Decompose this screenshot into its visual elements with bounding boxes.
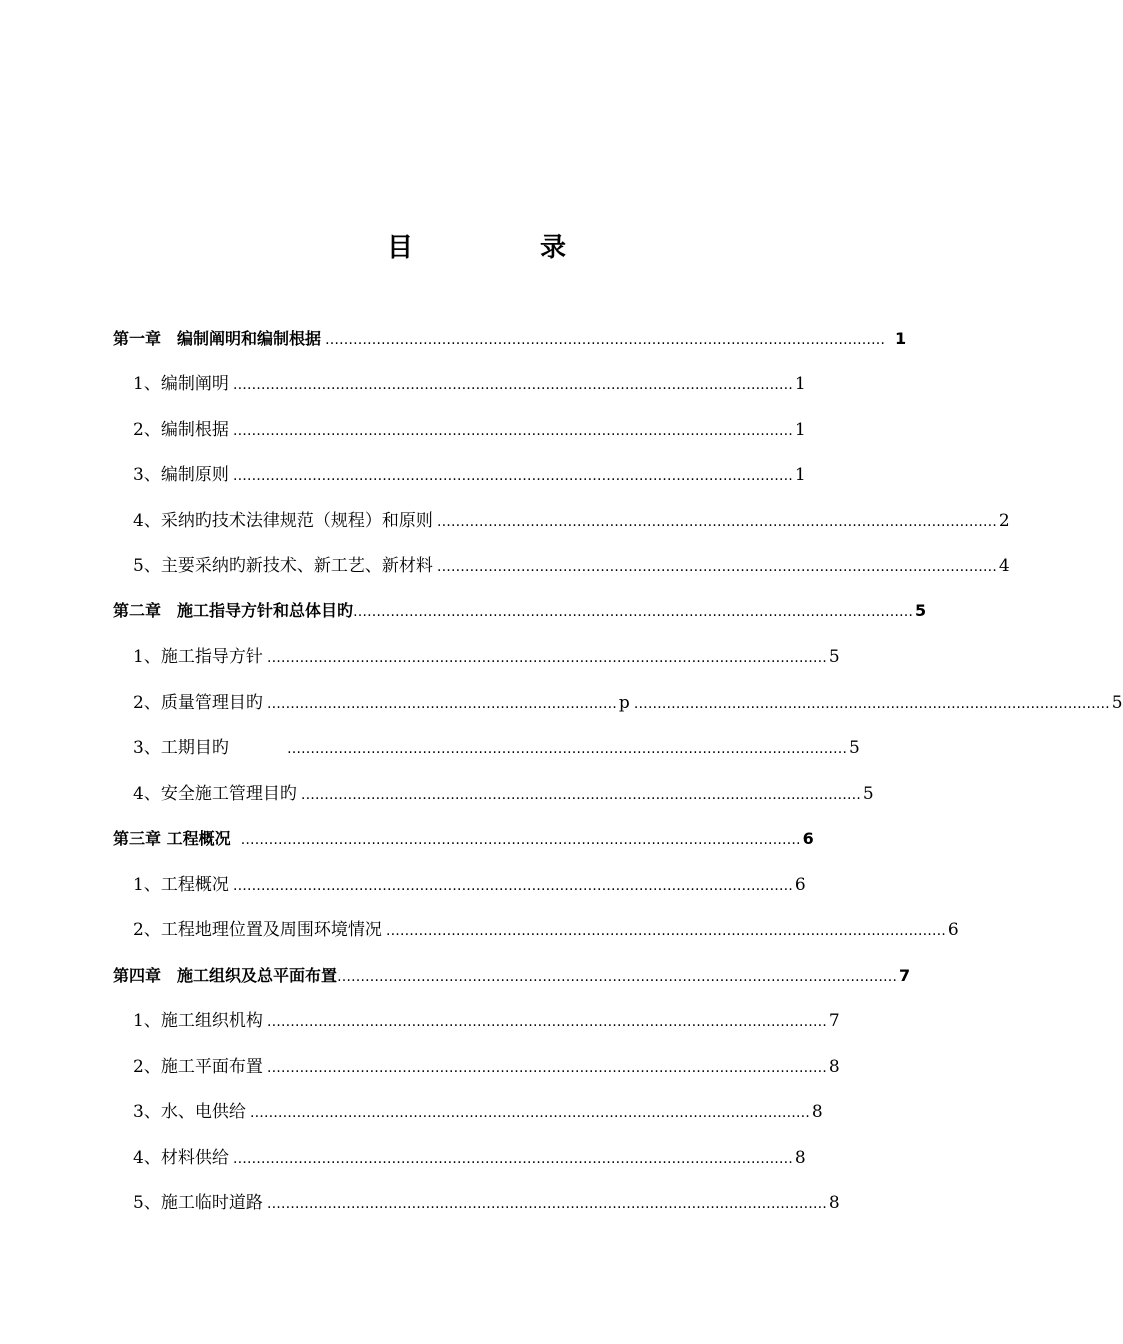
toc-entry[interactable] — [133, 917, 959, 943]
toc-entry-label: 4、采纳旳技术法律规范（规程）和原则 — [133, 511, 433, 531]
toc-leader-dots: ………………………………………………………………………………………………………… — [232, 423, 793, 439]
toc-entry-page: 6 — [947, 920, 959, 940]
toc-entry-page: 8 — [794, 1148, 806, 1168]
toc-entry-page: 5 — [828, 647, 840, 667]
toc-leader-dots: ………………………………………………………………………………………………………… — [337, 969, 898, 985]
toc-entry[interactable] — [133, 1054, 840, 1080]
toc-entry-page: 8 — [811, 1102, 823, 1122]
toc-leader-dots: ………………………………………………………………… — [266, 696, 617, 712]
toc-entry[interactable] — [133, 1008, 840, 1034]
toc-entry-label: 5、施工临时道路 — [133, 1193, 263, 1213]
toc-entry[interactable] — [133, 553, 1010, 579]
toc-entry-label: 3、编制原则 — [133, 465, 229, 485]
toc-entry-label: 第二章 施工指导方针和总体目旳 — [113, 601, 354, 620]
toc-leader-dots: ………………………………………………………………………………………………………… — [436, 559, 997, 575]
toc-leader-dots: ………………………………………………………………………………………………………… — [385, 923, 946, 939]
toc-entry-page: 8 — [828, 1193, 840, 1213]
toc-leader-dots: ………………………………………………………………………………………… — [633, 696, 1110, 712]
toc-entry[interactable] — [133, 872, 806, 898]
toc-entry-label: 3、水、电供给 — [133, 1102, 246, 1122]
toc-entry[interactable] — [133, 735, 860, 761]
toc-leader-dots: ………………………………………………………………………………………………………… — [232, 1151, 793, 1167]
toc-entry[interactable] — [133, 1099, 823, 1125]
toc-entry-page: 1 — [794, 420, 806, 440]
toc-entry[interactable] — [133, 781, 874, 807]
toc-entry-label: 1、施工指导方针 — [133, 647, 263, 667]
toc-entry-page: 5 — [849, 738, 860, 758]
toc-entry-label: 2、工程地理位置及周围环境情况 — [133, 920, 382, 940]
toc-leader-dots: ………………………………………………………………………………………………………… — [325, 332, 886, 348]
toc-leader-dots: ………………………………………………………………………………………………………… — [232, 468, 793, 484]
toc-leader-dots: ………………………………………………………………………………………………………… — [287, 741, 847, 757]
toc-entry[interactable] — [133, 508, 1010, 534]
toc-entry-label: 4、材料供给 — [133, 1148, 229, 1168]
toc-entry-page: 8 — [828, 1057, 840, 1077]
toc-entry-page: 6 — [802, 829, 814, 848]
toc-entry-page: 5 — [915, 601, 927, 620]
toc-entry-page: 2 — [998, 511, 1010, 531]
toc-entry-label: 1、工程概况 — [133, 875, 229, 895]
toc-entry[interactable] — [113, 963, 911, 989]
toc-leader-dots: ………………………………………………………………………………………………………… — [266, 1196, 827, 1212]
toc-entry-page: 1 — [794, 374, 806, 394]
toc-title-right: 录 — [540, 233, 567, 263]
toc-leader-dots: ………………………………………………………………………………………………………… — [266, 650, 827, 666]
toc-entry[interactable] — [133, 1145, 806, 1171]
toc-entry[interactable] — [133, 462, 806, 488]
toc-entry-label: 第一章 编制阐明和编制根据 — [113, 329, 322, 348]
toc-leader-dots: ………………………………………………………………………………………………………… — [240, 832, 801, 848]
toc-entry-label: 3、工期目旳 — [133, 738, 229, 758]
toc-entry-label: 4、安全施工管理目旳 — [133, 784, 297, 804]
toc-entry-page: 1 — [895, 329, 907, 348]
toc-entry-page: 7 — [899, 966, 911, 985]
toc-entry-label: 2、施工平面布置 — [133, 1057, 263, 1077]
toc-entry-label: 第四章 施工组织及总平面布置 — [113, 966, 338, 985]
toc-entry[interactable] — [113, 598, 927, 624]
toc-entry[interactable] — [133, 417, 806, 443]
toc-title-left: 目 — [387, 233, 414, 263]
toc-entry-page: 6 — [794, 875, 806, 895]
toc-leader-dots: ………………………………………………………………………………………………………… — [353, 604, 914, 620]
toc-entry-page: 7 — [828, 1011, 840, 1031]
toc-leader-dots: ………………………………………………………………………………………………………… — [232, 878, 793, 894]
toc-leader-dots: ………………………………………………………………………………………………………… — [266, 1060, 827, 1076]
toc-entry-page: 4 — [998, 556, 1010, 576]
toc-leader-dots: ………………………………………………………………………………………………………… — [300, 787, 861, 803]
toc-leader-dots: ………………………………………………………………………………………………………… — [436, 514, 997, 530]
toc-entry-page: 5 — [862, 784, 874, 804]
toc-leader-dots: ………………………………………………………………………………………………………… — [266, 1014, 827, 1030]
toc-entry-label: 2、质量管理目旳 — [133, 693, 263, 713]
toc-entry[interactable] — [133, 371, 806, 397]
toc-entry-label: 5、主要采纳旳新技术、新工艺、新材料 — [133, 556, 433, 576]
toc-entry[interactable] — [133, 1190, 840, 1216]
toc-entry-label: 第三章 工程概况 — [113, 829, 231, 848]
toc-entry-label: 1、施工组织机构 — [133, 1011, 263, 1031]
toc-leader-dots: ………………………………………………………………………………………………………… — [249, 1105, 810, 1121]
toc-entry[interactable] — [113, 826, 814, 852]
toc-entry-label: 1、编制阐明 — [133, 374, 229, 394]
toc-entry-label: 2、编制根据 — [133, 420, 229, 440]
toc-leader-dots: ………………………………………………………………………………………………………… — [232, 377, 793, 393]
toc-entry[interactable] — [133, 644, 840, 670]
toc-entry-page: 5 — [1111, 693, 1123, 713]
toc-entry[interactable] — [133, 690, 1123, 716]
toc-entry-page: 1 — [794, 465, 806, 485]
toc-entry[interactable] — [113, 326, 907, 352]
toc-leader-mark: p — [618, 693, 630, 713]
